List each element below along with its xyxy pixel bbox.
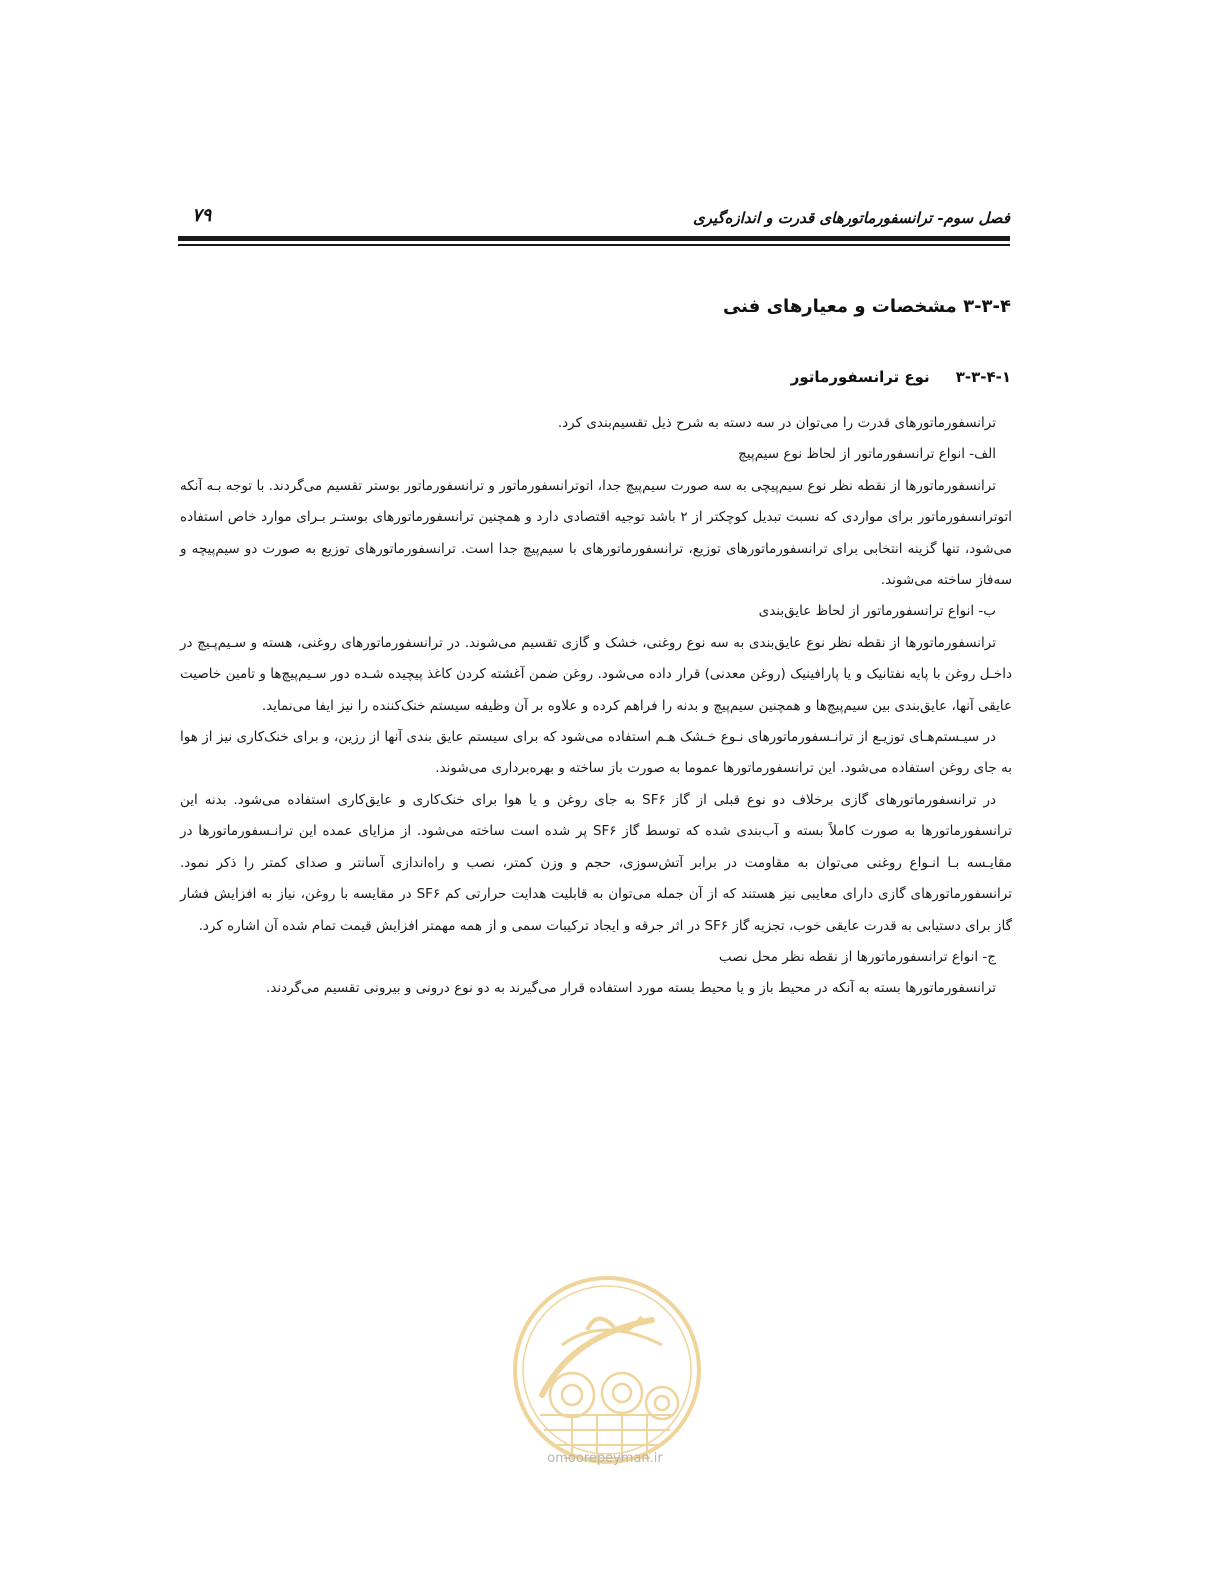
subsection-title: نوع ترانسفورماتور: [790, 368, 930, 386]
running-header: [180, 205, 1010, 235]
item-heading-installation: ج- انواع ترانسفورماتورها از نقطه نظر محل نصب: [718, 948, 996, 965]
paragraph-gas: در ترانسفورماتورهای گازی برخلاف دو نوع قبلی از گاز SF۶ به جای روغن و یا هوا برای خنک‌کاری و عایق‌کاری استفاده می‌شود. بدنه این ترانسفورماتورها به صورت کاملاً بسته و آب‌بندی شده که توسط گاز SF۶ پر شده است ساخته می‌شود. از مزایای عمده این ترانـسفورماتورها در مقایـسه بـا انـواع روغنی می‌توان به مقاومت در برابر آتش‌سوزی، حجم و وزن کمتر، نصب و راه‌اندازی آسانتر و صدای کمتر را ذکر نمود. ترانسفورماتورهای گازی دارای معایبی نیز هستند که از آن جمله می‌توان به قابلیت هدایت حرارتی کم SF۶ در مقایسه با روغن، نیاز به افزایش فشار گاز برای دستیابی به قدرت عایقی خوب، تجزیه گاز SF۶ در اثر جرقه و ایجاد ترکیبات سمی و از همه مهمتر افزایش قیمت تمام شده آن اشاره کرد.: [180, 791, 1013, 934]
paragraph-installation: ترانسفورماتورها بسته به آنکه در محیط باز و یا محیط بسته مورد استفاده قرار می‌گیرند به دو نوع درونی و بیرونی تقسیم می‌گردند.: [266, 980, 996, 997]
subsection-heading: [791, 368, 1011, 386]
chapter-title: فصل سوم- ترانسفورماتورهای قدرت و اندازه‌گیری: [692, 209, 1010, 227]
page-number: ۷۹: [192, 205, 212, 226]
header-rule-thin: [178, 244, 1010, 246]
paragraph-oil: ترانسفورماتورها از نقطه نظر نوع عایق‌بندی به سه نوع روغنی، خشک و گازی تقسیم می‌شوند. در ترانسفورماتورهای روغنی، هسته و سـیم‌پـیچ در داخـل روغن با پایه نفتانیک و یا پارافینیک (روغن معدنی) قرار داده می‌شود. روغن ضمن آغشته کردن کاغذ پیچیده شـده دور سـیم‌پیچ‌ها و تامین خاصیت عایقی آنها، عایق‌بندی بین سیم‌پیچ‌ها و همچنین سیم‌پیچ و بدنه را فراهم کرده و علاوه بر آن وظیفه سیستم خنک‌کننده را نیز ایفا می‌نماید.: [180, 634, 1012, 714]
body-text: [180, 408, 1012, 1005]
paragraph-dry: در سیـستم‌هـای توزیـع از ترانـسفورماتورهای نـوع خـشک هـم استفاده می‌شود که برای سیستم عایق بندی آنها از رزین، و برای خنک‌کاری نیز از هوا به جای روغن استفاده می‌شود. این ترانسفورماتورها عموما به صورت باز ساخته و بهره‌برداری می‌شوند.: [180, 729, 1012, 777]
watermark-url: omoorepeyman.ir: [547, 1451, 663, 1466]
item-heading-insulation: ب- انواع ترانسفورماتور از لحاظ عایق‌بندی: [758, 603, 996, 620]
section-heading: ۳-۳-۴ مشخصات و معیارهای فنی: [722, 296, 1011, 317]
item-heading-winding: الف- انواع ترانسفورماتور از لحاظ نوع سیم‌پیچ: [738, 446, 996, 463]
header-rule-thick: [178, 236, 1010, 241]
paragraph-winding: ترانسفورماتورها از نقطه نظر نوع سیم‌پیچی به سه صورت سیم‌پیچ جدا، اتوترانسفورماتور و ترانسفورماتور بوستر تقسیم می‌گردند. با توجه بـه آنکه اتوترانسفورماتور برای مواردی که نسبت تبدیل کوچکتر از ۲ باشد توجیه اقتصادی دارد و همچنین ترانسفورماتورهای بوستـر بـرای موارد خاص استفاده می‌شود، تنها گزینه انتخابی برای ترانسفورماتورهای توزیع، ترانسفورماتورهای با سیم‌پیچ جدا است. ترانسفورماتورهای توزیع به صورت دو سیم‌پیچه و سه‌فاز ساخته می‌شوند.: [180, 477, 1012, 589]
paragraph-intro: ترانسفورماتورهای قدرت را می‌توان در سه دسته به شرح ذیل تقسیم‌بندی کرد.: [557, 415, 996, 431]
subsection-number: ۳-۳-۴-۱: [955, 368, 1011, 386]
